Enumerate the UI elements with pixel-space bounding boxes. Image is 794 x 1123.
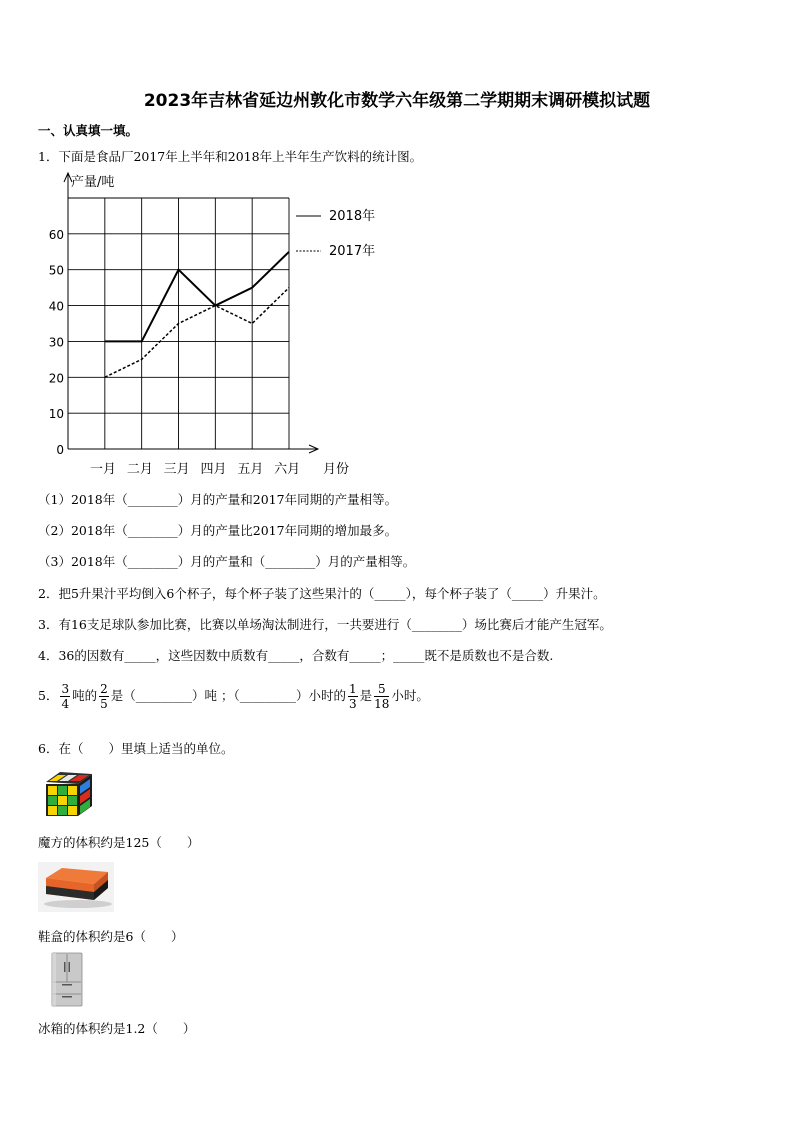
rubiks-cube-image <box>42 770 94 818</box>
fraction-5-18: $\frac{5}{18}$ <box>374 682 390 711</box>
question-6-item-2: 鞋盒的体积约是6（ ） <box>38 929 184 944</box>
question-5-number: 5． <box>38 688 59 703</box>
series-line <box>105 288 289 378</box>
x-tick-label: 五月 <box>237 462 264 477</box>
y-tick-label: 0 <box>56 443 64 457</box>
y-tick-label: 30 <box>48 335 64 350</box>
y-tick-label: 10 <box>48 407 64 422</box>
question-6-item-3: 冰箱的体积约是1.2（ ） <box>38 1021 196 1036</box>
question-1-sub-2: （2）2018年（________）月的产量比2017年同期的增加最多。 <box>38 523 398 538</box>
production-line-chart <box>0 160 420 490</box>
y-tick-label: 50 <box>48 263 64 278</box>
question-2: 2．把5升果汁平均倒入6个杯子，每个杯子装了这些果汁的（_____），每个杯子装了（_____）升果汁。 <box>38 586 606 601</box>
question-3: 3．有16支足球队参加比赛，比赛以单场淘汰制进行，一共要进行（________）场比赛后才能产生冠军。 <box>38 617 612 632</box>
x-tick-label: 四月 <box>200 462 227 477</box>
page-title: 2023年吉林省延边州敦化市数学六年级第二学期期末调研模拟试题 <box>143 91 651 111</box>
question-6-stem: 6．在（ ）里填上适当的单位。 <box>38 741 234 756</box>
y-axis-label: 产量/吨 <box>71 175 115 190</box>
fraction-1-3: $\frac{1}{3}$ <box>348 682 357 711</box>
question-1-stem: 1．下面是食品厂2017年上半年和2018年上半年生产饮料的统计图。 <box>38 149 423 164</box>
x-tick-label: 二月 <box>126 462 153 477</box>
legend-label: 2017年 <box>329 244 376 259</box>
question-5: 5． $\frac{3}{4}$ 吨的 $\frac{2}{5}$ 是（_________）吨 ；（_________）小时的 $\frac{1}{3}$ 是 $\frac{5}{18}$ 小时。 <box>38 682 429 711</box>
question-6-item-1: 魔方的体积约是125（ ） <box>38 835 200 850</box>
section-heading: 一、认真填一填。 <box>38 123 139 138</box>
question-1-sub-1: （1）2018年（________）月的产量和2017年同期的产量相等。 <box>38 492 398 507</box>
y-tick-label: 20 <box>48 371 64 386</box>
x-tick-label: 六月 <box>274 462 301 477</box>
chart-series <box>105 252 289 378</box>
legend-label: 2018年 <box>329 209 376 224</box>
shoe-box-image <box>38 862 114 912</box>
y-tick-label: 40 <box>48 299 64 314</box>
question-1-sub-3: （3）2018年（________）月的产量和（________）月的产量相等。 <box>38 554 416 569</box>
chart-axes <box>64 173 318 453</box>
y-tick-label: 60 <box>48 227 64 242</box>
refrigerator-image <box>50 952 84 1008</box>
chart-labels <box>49 174 349 477</box>
fraction-2-5: $\frac{2}{5}$ <box>100 682 108 711</box>
series-line <box>105 252 289 342</box>
x-tick-label: 三月 <box>163 462 190 477</box>
x-tick-label: 一月 <box>89 462 116 477</box>
x-axis-label: 月份 <box>323 462 350 477</box>
fraction-3-4: $\frac{3}{4}$ <box>61 682 70 711</box>
chart-legend <box>296 208 375 259</box>
question-4: 4．36的因数有_____，这些因数中质数有_____，合数有_____；_____既不是质数也不是合数. <box>38 648 554 663</box>
